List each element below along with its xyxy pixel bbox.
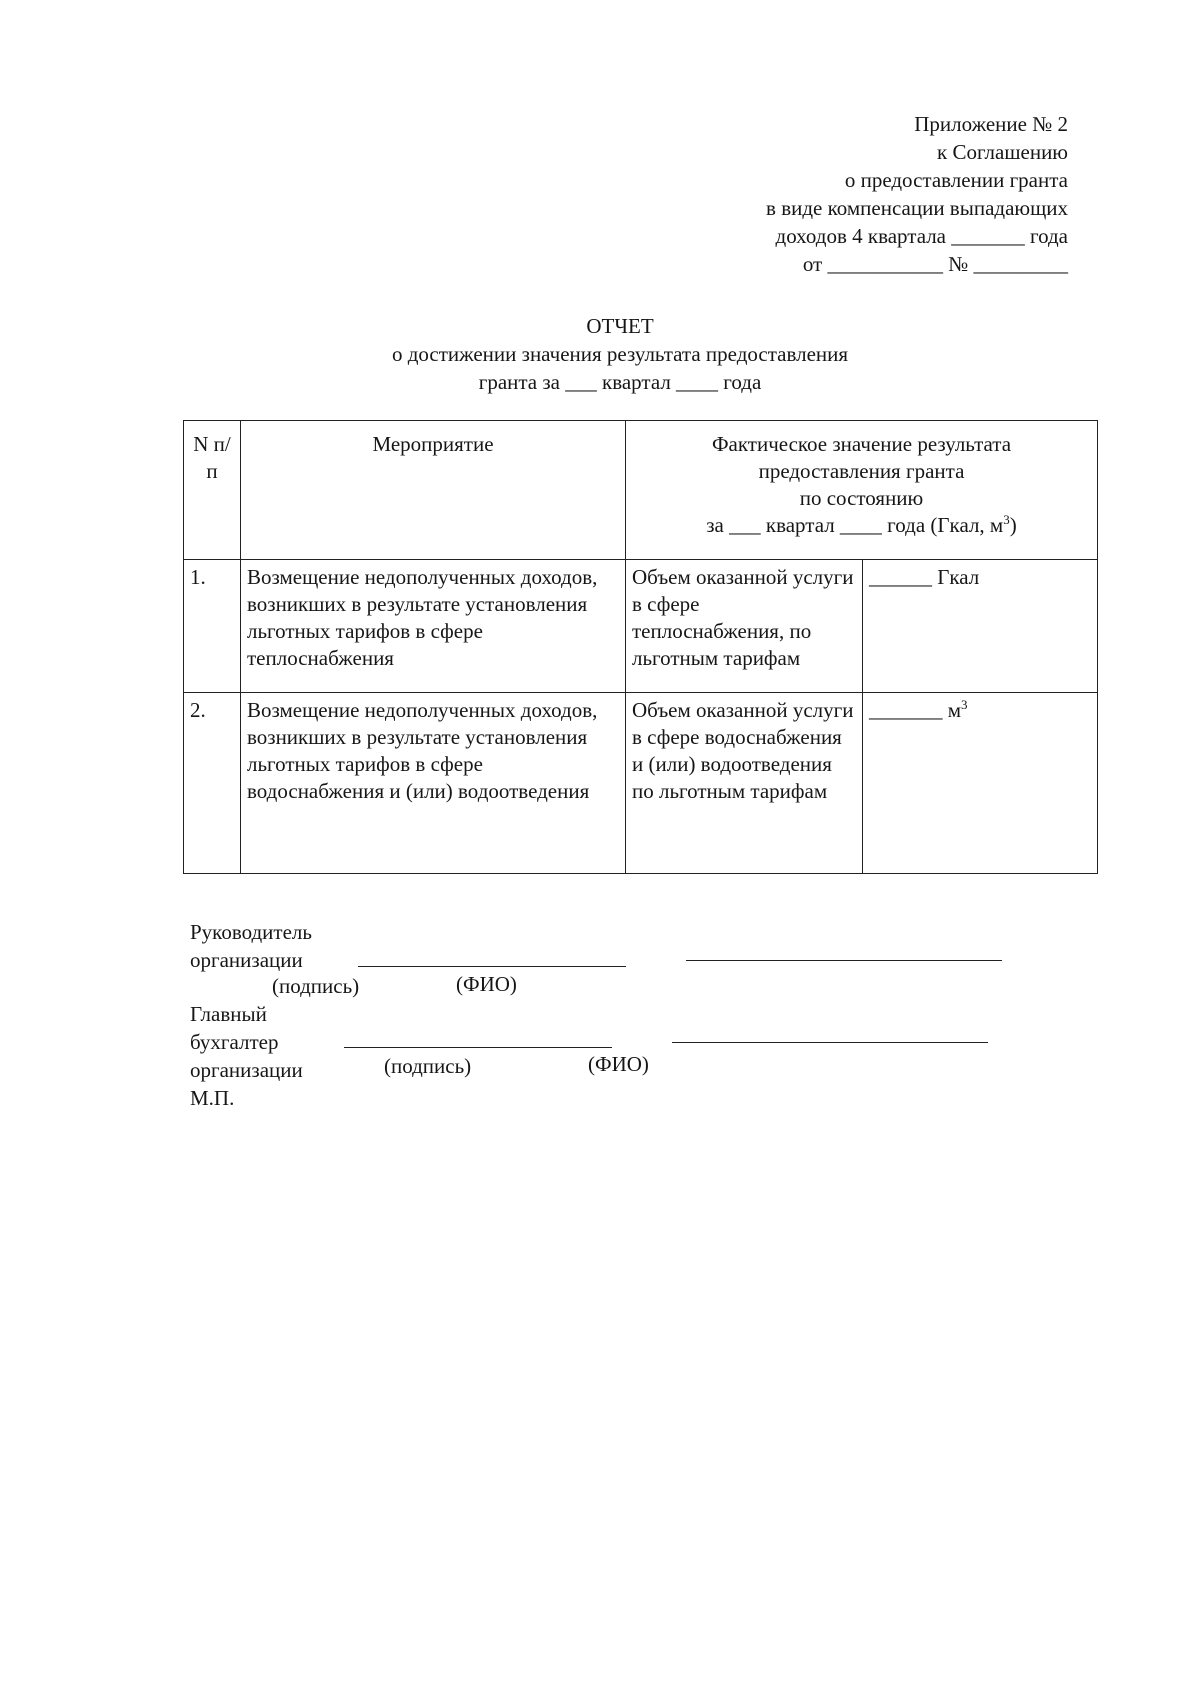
accountant-signature-line [344,1047,612,1048]
stamp-label: М.П. [190,1086,235,1110]
header-value [626,421,1098,560]
table-row [184,693,1098,874]
header-event: Мероприятие [241,421,626,560]
row-value-text: _______ м [869,698,962,722]
header-line: в виде компенсации выпадающих [766,196,1068,220]
row-event: Возмещение недополученных доходов, возникших в результате установления льготных тарифов в сфере теплоснабжения [241,560,626,693]
appendix-header [766,110,1068,278]
header-value-line: по состоянию [799,486,924,510]
row-value [863,560,1098,693]
accountant-fio-label: (ФИО) [588,1052,649,1076]
title-line: о достижении значения результата предоставления [391,342,849,366]
row-description: Объем оказанной услуги в сфере теплоснабжения, по льготным тарифам [626,560,863,693]
head-title-line1: Руководитель [190,920,312,944]
table-row [184,560,1098,693]
header-value-line: Фактическое значение результата [711,432,1012,456]
report-table [183,420,1098,874]
header-line: Приложение № 2 [914,112,1068,136]
accountant-fio-line [672,1042,988,1043]
row-value [863,693,1098,874]
head-signature-line [358,966,626,967]
report-title [0,312,1200,396]
head-title-line2: организации [190,948,303,972]
header-line: к Соглашению [937,140,1068,164]
table-header-row [184,421,1098,560]
header-value-sup: 3 [1003,512,1010,527]
header-num: N п/п [184,421,241,560]
accountant-title-line1: Главный [190,1002,267,1026]
header-value-text: за ___ квартал ____ года (Гкал, м [706,513,1004,537]
header-value-line: предоставления гранта [758,459,965,483]
header-line: от ___________ № _________ [802,252,1068,276]
header-line: доходов 4 квартала _______ года [775,224,1068,248]
title-line: гранта за ___ квартал ____ года [478,370,762,394]
title-main: ОТЧЕТ [586,314,654,338]
header-value-close: ) [1009,513,1017,537]
row-num: 2. [184,693,241,874]
row-value-text: ______ Гкал [869,565,980,589]
row-num: 1. [184,560,241,693]
head-fio-label: (ФИО) [456,972,517,996]
row-description: Объем оказанной услуги в сфере водоснабжения и (или) водоотведения по льготным тарифам [626,693,863,874]
head-fio-line [686,960,1002,961]
head-sign-label: (подпись) [272,974,360,998]
accountant-title-line2: бухгалтер [190,1030,279,1054]
header-line: о предоставлении гранта [844,168,1068,192]
row-value-sup: 3 [961,697,968,712]
header-value-line [632,512,1091,539]
accountant-sign-label: (подпись) [384,1054,472,1078]
row-event: Возмещение недополученных доходов, возникших в результате установления льготных тарифов в сфере водоснабжения и (или) водоотведения [241,693,626,874]
accountant-title-line3: организации [190,1058,303,1082]
